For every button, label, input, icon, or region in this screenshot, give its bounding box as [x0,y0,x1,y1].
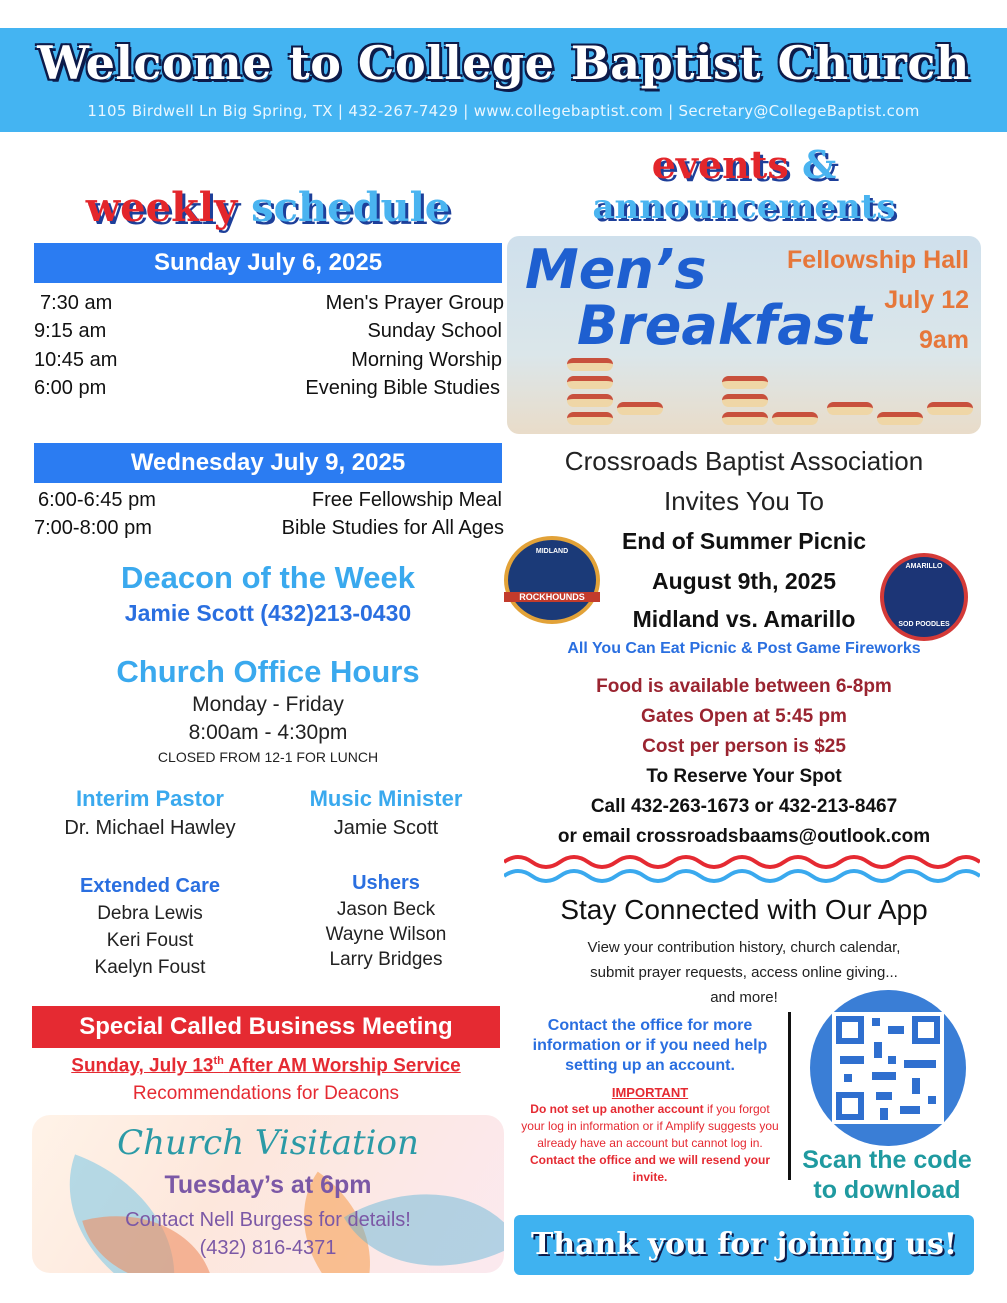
app-warning-end: Contact the office and we will resend your invite. [529,1153,771,1184]
picnic-title: End of Summer Picnic [621,528,867,554]
donut-graphic [722,376,768,389]
office-note: CLOSED FROM 12-1 FOR LUNCH [157,749,379,765]
extended-care-heading: Extended Care [79,875,221,897]
heading-weekly: weekly [85,184,238,231]
qr-finder [836,1016,864,1044]
donut-graphic [877,412,923,425]
qr-module [928,1096,936,1104]
schedule-time: 6:00 pm [34,377,107,399]
meeting-date-prefix: Sunday, July 13 [71,1055,214,1077]
meeting-detail: Recommendations for Deacons [132,1083,400,1104]
sod-poodles-logo-text: SOD POODLES [898,621,950,628]
meeting-date [32,1055,500,1077]
sunday-bar: Sunday July 6, 2025 [34,243,502,283]
interim-pastor-heading: Interim Pastor [76,786,224,811]
picnic-game: Midland vs. Amarillo [632,606,856,632]
page-title: Welcome to College Baptist Church [37,36,970,90]
mens-breakfast-title-1: Men’s [525,238,707,301]
deacon-name: Jamie Scott (432)213-0430 [124,600,412,626]
app-warning-text: if you forgot your log in information or if Amplify suggests you already have an account but cannot log in. [521,1102,779,1150]
visitation-contact: Contact Nell Burgess for details! [125,1209,411,1231]
donut-graphic [772,412,818,425]
visitation-card [32,1115,504,1273]
schedule-event: Morning Worship [351,349,502,371]
qr-module [872,1018,880,1026]
divider-line [788,1012,791,1180]
rockhounds-logo-top: MIDLAND [535,548,569,555]
schedule-time: 10:45 am [34,349,118,371]
scan-line-2: to download [813,1176,961,1204]
rockhounds-logo-text: ROCKHOUNDS [504,592,600,602]
qr-module [844,1074,852,1082]
schedule-row [34,517,504,545]
association-line: Crossroads Baptist Association [564,446,924,476]
business-meeting-bar: Special Called Business Meeting [32,1006,500,1048]
care-name: Debra Lewis [97,903,203,924]
usher-name: Wayne Wilson [325,924,447,945]
picnic-call: Call 432-263-1673 or 432-213-8467 [590,796,898,817]
wednesday-bar: Wednesday July 9, 2025 [34,443,502,483]
donut-graphic [567,394,613,407]
deacon-heading: Deacon of the Week [120,560,415,595]
visitation-title: Church Visitation [117,1123,419,1163]
schedule-row [34,320,504,348]
mens-breakfast-card [507,236,981,434]
contact-line: 1105 Birdwell Ln Big Spring, TX | 432-267-7429 | www.collegebaptist.com | Secretary@CollegeBaptist.com [87,102,920,120]
usher-name: Jason Beck [336,899,436,920]
invites-line: Invites You To [664,486,824,516]
events-heading [507,144,981,228]
qr-code-icon [810,990,966,1146]
qr-code-grid [832,1012,944,1124]
app-heading: Stay Connected with Our App [560,894,928,925]
donut-graphic [567,376,613,389]
thank-you-banner: Thank you for joining us! [514,1215,974,1275]
donut-graphic [722,394,768,407]
wave-divider [504,852,980,886]
qr-module [880,1108,888,1120]
music-minister-heading: Music Minister [309,786,463,811]
picnic-tagline: All You Can Eat Picnic & Post Game Fireworks [567,640,921,657]
schedule-time: 7:00-8:00 pm [34,517,152,539]
ushers-heading: Ushers [352,872,420,894]
breakfast-date: July 12 [884,286,969,314]
visitation-phone: (432) 816-4371 [199,1237,337,1259]
app-desc-1: View your contribution history, church calendar, [587,939,901,956]
sod-poodles-logo-top: AMARILLO [905,563,943,570]
qr-module [840,1056,864,1064]
office-hours-heading: Church Office Hours [116,654,420,689]
qr-module [912,1078,920,1094]
mens-breakfast-title-2: Breakfast [577,294,872,357]
breakfast-time: 9am [918,326,969,354]
schedule-row [34,489,504,517]
care-name: Keri Foust [106,930,194,951]
donut-graphic [567,412,613,425]
schedule-event: Free Fellowship Meal [311,489,502,511]
scan-line-1: Scan the code [802,1146,972,1174]
qr-module [888,1056,896,1064]
picnic-cost: Cost per person is $25 [642,736,846,757]
meeting-date-suffix: After AM Worship Service [223,1055,461,1077]
heading-amp: & [801,142,837,187]
schedule-row [34,292,504,320]
donut-graphic [567,358,613,371]
interim-pastor-name: Dr. Michael Hawley [64,817,236,839]
qr-module [872,1072,896,1080]
qr-module [874,1042,882,1058]
app-contact: Contact the office for more information or if you need help setting up an account. [532,1017,768,1074]
heading-schedule: schedule [251,184,451,231]
rockhounds-logo [504,536,600,624]
app-desc-2: submit prayer requests, access online giving... [590,964,898,981]
visitation-when: Tuesday’s at 6pm [164,1171,372,1199]
picnic-email: or email crossroadsbaams@outlook.com [557,826,931,847]
usher-name: Larry Bridges [329,949,443,970]
schedule-row [34,377,504,405]
sod-poodles-logo [880,553,968,641]
picnic-reserve: To Reserve Your Spot [646,766,842,787]
app-desc-3: and more! [710,989,778,1006]
schedule-time: 9:15 am [34,320,107,342]
office-hours: 8:00am - 4:30pm [188,721,348,744]
music-minister-name: Jamie Scott [333,817,439,839]
picnic-gates: Gates Open at 5:45 pm [641,706,847,727]
weekly-schedule-heading [34,184,502,231]
office-days: Monday - Friday [192,693,344,716]
qr-finder [836,1092,864,1120]
qr-module [876,1092,892,1100]
qr-module [900,1106,920,1114]
qr-module [904,1060,936,1068]
app-warning-bold: Do not set up another account [530,1102,704,1116]
app-warning [520,1101,780,1186]
picnic-date: August 9th, 2025 [651,568,837,594]
schedule-event: Evening Bible Studies [305,377,500,399]
heading-announcements: announcements [592,187,896,227]
donut-graphic [722,412,768,425]
important-label: IMPORTANT [611,1085,689,1100]
schedule-time: 6:00-6:45 pm [38,489,156,511]
header-banner [0,28,1007,132]
schedule-event: Bible Studies for All Ages [281,517,504,539]
qr-module [888,1026,904,1034]
schedule-row [34,349,504,377]
donut-graphic [927,402,973,415]
schedule-event: Men's Prayer Group [325,292,504,314]
heading-events: events [651,142,789,187]
qr-finder [912,1016,940,1044]
breakfast-place: Fellowship Hall [787,246,969,274]
donut-graphic [827,402,873,415]
meeting-date-sup: th [213,1055,224,1067]
donut-graphic [617,402,663,415]
schedule-event: Sunday School [367,320,502,342]
schedule-time: 7:30 am [40,292,113,314]
picnic-food: Food is available between 6-8pm [596,676,892,697]
care-name: Kaelyn Foust [94,957,206,978]
